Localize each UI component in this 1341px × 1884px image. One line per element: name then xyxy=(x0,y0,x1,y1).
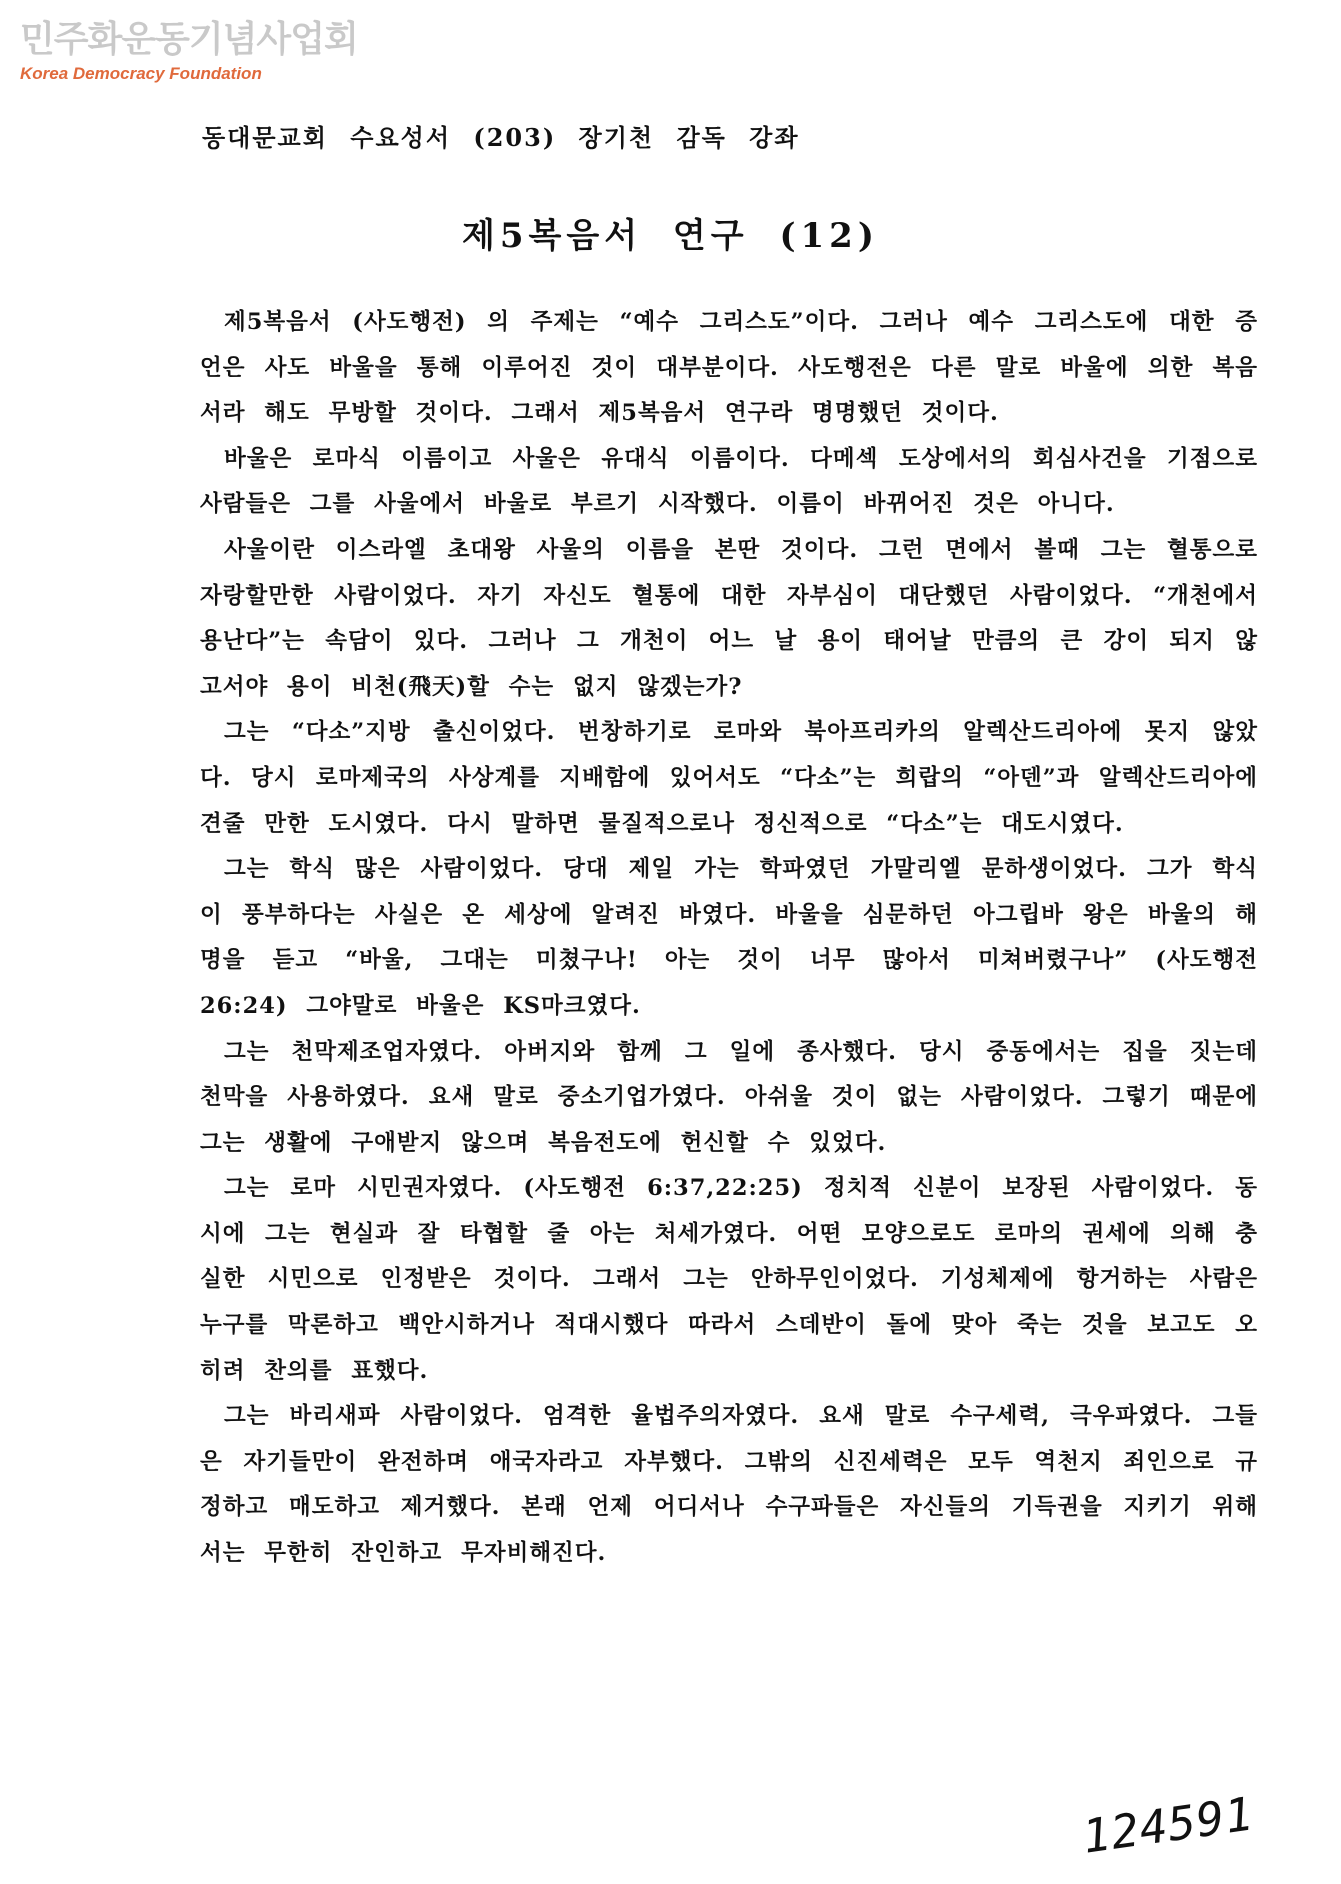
paragraph: 그는 “다소”지방 출신이었다. 번창하기로 로마와 북아프리카의 알렉산드리아에 못지 않았다. 당시 로마제국의 사상계를 지배함에 있어서도 “다소”는 희랍의 “아덴”과 알렉산드리아에 견줄 만한 도시였다. 다시 말하면 물질적으로나 정신적으로 “다소”는 대도시였다. xyxy=(200,719,1258,837)
paragraph: 제5복음서 (사도행전) 의 주제는 “예수 그리스도”이다. 그러나 예수 그리스도에 대한 증언은 사도 바울을 통해 이루어진 것이 대부분이다. 사도행전은 다른 말로 바울에 의한 복음서라 해도 무방할 것이다. 그래서 제5복음서 연구라 명명했던 것이다. xyxy=(200,309,1258,427)
paragraph: 그는 학식 많은 사람이었다. 당대 제일 가는 학파였던 가말리엘 문하생이었다. 그가 학식이 풍부하다는 사실은 온 세상에 알려진 바였다. 바울을 심문하던 아그립바 왕은 바울의 해명을 듣고 “바울, 그대는 미쳤구나! 아는 것이 너무 많아서 미쳐버렸구나” (사도행전 26:24) 그야말로 바울은 KS마크였다. xyxy=(200,856,1258,1019)
paragraph: 그는 바리새파 사람이었다. 엄격한 율법주의자였다. 요새 말로 수구세력, 극우파였다. 그들은 자기들만이 완전하며 애국자라고 자부했다. 그밖의 신진세력은 모두 역천지 죄인으로 규정하고 매도하고 제거했다. 본래 언제 어디서나 수구파들은 자신들의 기득권을 지키기 위해서는 무한히 잔인하고 무자비해진다. xyxy=(200,1403,1258,1567)
paragraph: 그는 로마 시민권자였다. (사도행전 6:37,22:25) 정치적 신분이 보장된 사람이었다. 동시에 그는 현실과 잘 타협할 줄 아는 처세가였다. 어떤 모양으로도 로마의 권세에 의해 충실한 시민으로 인정받은 것이다. 그래서 그는 안하무인이었다. 기성체제에 항거하는 사람은 누구를 막론하고 백안시하거나 적대시했다 따라서 스데반이 돌에 맞아 죽는 것을 보고도 오히려 찬의를 표했다. xyxy=(200,1175,1258,1384)
lecture-header: 동대문교회 수요성서 (203) 장기천 감독 강좌 xyxy=(202,123,800,152)
watermark-korean-logo: 민주화운동기념사업회 xyxy=(20,19,358,60)
watermark-english-name: Korea Democracy Foundation xyxy=(20,64,262,83)
document-title: 제5복음서 연구 (12) xyxy=(462,216,879,256)
handwritten-archive-number: 124591 xyxy=(1079,1786,1258,1864)
paragraph: 바울은 로마식 이름이고 사울은 유대식 이름이다. 다메섹 도상에서의 회심사건을 기점으로 사람들은 그를 사울에서 바울로 부르기 시작했다. 이름이 바뀌어진 것은 아니다. xyxy=(200,445,1258,518)
paragraph: 사울이란 이스라엘 초대왕 사울의 이름을 본딴 것이다. 그런 면에서 볼때 그는 혈통으로 자랑할만한 사람이었다. 자기 자신도 혈통에 대한 자부심이 대단했던 사람이었다. “개천에서 용난다”는 속담이 있다. 그러나 그 개천이 어느 날 용이 태어날 만큼의 큰 강이 되지 않고서야 용이 비천(飛天)할 수는 없지 않겠는가? xyxy=(200,536,1258,700)
foundation-watermark xyxy=(20,18,358,84)
document-body xyxy=(200,300,1258,1577)
paragraph: 그는 천막제조업자였다. 아버지와 함께 그 일에 종사했다. 당시 중동에서는 집을 짓는데 천막을 사용하였다. 요새 말로 중소기업가였다. 아쉬울 것이 없는 사람이었다. 그렇기 때문에 그는 생활에 구애받지 않으며 복음전도에 헌신할 수 있었다. xyxy=(200,1038,1258,1156)
